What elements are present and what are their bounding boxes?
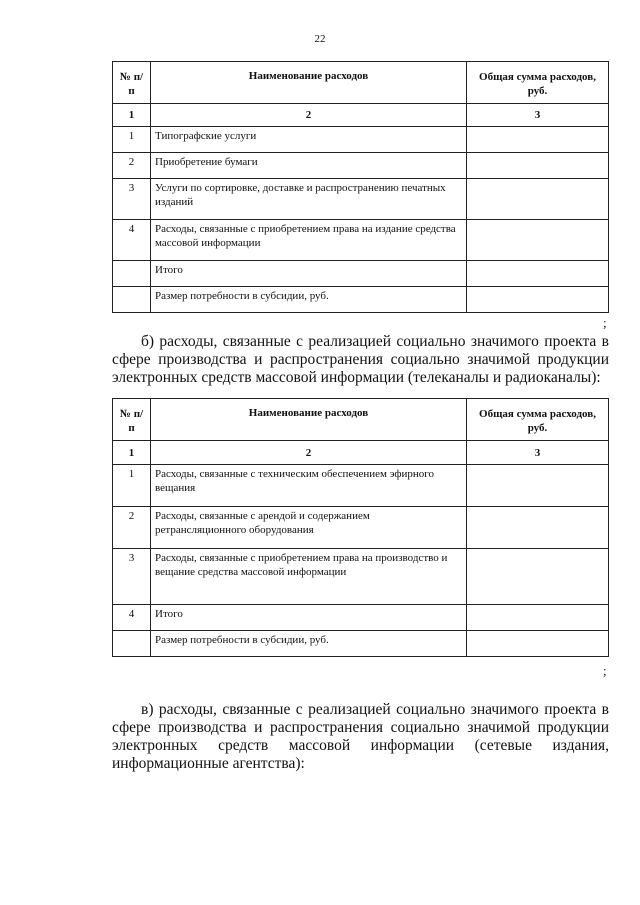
table-row bbox=[113, 127, 609, 153]
table-header-row bbox=[113, 399, 609, 441]
col-number-2: 2 bbox=[151, 104, 467, 127]
row-number: 4 bbox=[113, 605, 151, 631]
row-amount bbox=[467, 287, 609, 313]
row-amount bbox=[467, 261, 609, 287]
table-row-subsidy bbox=[113, 287, 609, 313]
col-number-3: 3 bbox=[467, 104, 609, 127]
row-amount bbox=[467, 605, 609, 631]
table1-semicolon: ; bbox=[603, 315, 607, 330]
row-number: 3 bbox=[113, 179, 151, 220]
col-name-header: Наименование расходов bbox=[151, 399, 467, 441]
table-header-row bbox=[113, 62, 609, 104]
row-name: Расходы, связанные с техническим обеспечением эфирного вещания bbox=[151, 465, 467, 507]
expense-table-broadcast bbox=[112, 398, 609, 657]
col-number-1: 1 bbox=[113, 104, 151, 127]
col-number-1: 1 bbox=[113, 441, 151, 465]
row-name: Размер потребности в субсидии, руб. bbox=[151, 631, 467, 657]
row-number bbox=[113, 261, 151, 287]
row-number: 2 bbox=[113, 507, 151, 549]
col-amount-header: Общая сумма расходов, руб. bbox=[467, 62, 609, 104]
table-row bbox=[113, 179, 609, 220]
row-number: 4 bbox=[113, 220, 151, 261]
row-amount bbox=[467, 179, 609, 220]
col-number-header: № п/п bbox=[113, 399, 151, 441]
row-amount bbox=[467, 127, 609, 153]
row-amount bbox=[467, 631, 609, 657]
row-name: Расходы, связанные с арендой и содержанием ретрансляционного оборудования bbox=[151, 507, 467, 549]
table-row-subsidy bbox=[113, 631, 609, 657]
row-name: Расходы, связанные с приобретением права на производство и вещание средства массовой информации bbox=[151, 549, 467, 605]
row-name: Итого bbox=[151, 261, 467, 287]
table-row bbox=[113, 507, 609, 549]
row-number: 3 bbox=[113, 549, 151, 605]
col-number-header: № п/п bbox=[113, 62, 151, 104]
table-row-total bbox=[113, 605, 609, 631]
column-numbers-row bbox=[113, 441, 609, 465]
table-row bbox=[113, 220, 609, 261]
column-numbers-row bbox=[113, 104, 609, 127]
paragraph-c: в) расходы, связанные с реализацией социально значимого проекта в сфере производства и распространения социально значимой продукции электронных средств массовой информации (сетевые издания, информационные агентства): bbox=[112, 701, 609, 772]
table-row bbox=[113, 153, 609, 179]
col-amount-header: Общая сумма расходов, руб. bbox=[467, 399, 609, 441]
expense-table-print bbox=[112, 61, 609, 313]
row-name: Услуги по сортировке, доставке и распространению печатных изданий bbox=[151, 179, 467, 220]
row-name: Типографские услуги bbox=[151, 127, 467, 153]
row-name: Расходы, связанные с приобретением права на издание средства массовой информации bbox=[151, 220, 467, 261]
row-name: Итого bbox=[151, 605, 467, 631]
row-number bbox=[113, 631, 151, 657]
table-row bbox=[113, 465, 609, 507]
row-number: 1 bbox=[113, 465, 151, 507]
row-amount bbox=[467, 507, 609, 549]
table-row-total bbox=[113, 261, 609, 287]
row-amount bbox=[467, 220, 609, 261]
row-name: Размер потребности в субсидии, руб. bbox=[151, 287, 467, 313]
table2-semicolon: ; bbox=[603, 663, 607, 678]
col-number-2: 2 bbox=[151, 441, 467, 465]
row-number: 1 bbox=[113, 127, 151, 153]
row-amount bbox=[467, 153, 609, 179]
row-number: 2 bbox=[113, 153, 151, 179]
col-number-3: 3 bbox=[467, 441, 609, 465]
table-row bbox=[113, 549, 609, 605]
col-name-header: Наименование расходов bbox=[151, 62, 467, 104]
row-number bbox=[113, 287, 151, 313]
paragraph-b: б) расходы, связанные с реализацией социально значимого проекта в сфере производства и распространения социально значимой продукции электронных средств массовой информации (телеканалы и радиоканалы): bbox=[112, 333, 609, 386]
row-amount bbox=[467, 549, 609, 605]
page-number: 22 bbox=[314, 33, 326, 45]
row-amount bbox=[467, 465, 609, 507]
row-name: Приобретение бумаги bbox=[151, 153, 467, 179]
